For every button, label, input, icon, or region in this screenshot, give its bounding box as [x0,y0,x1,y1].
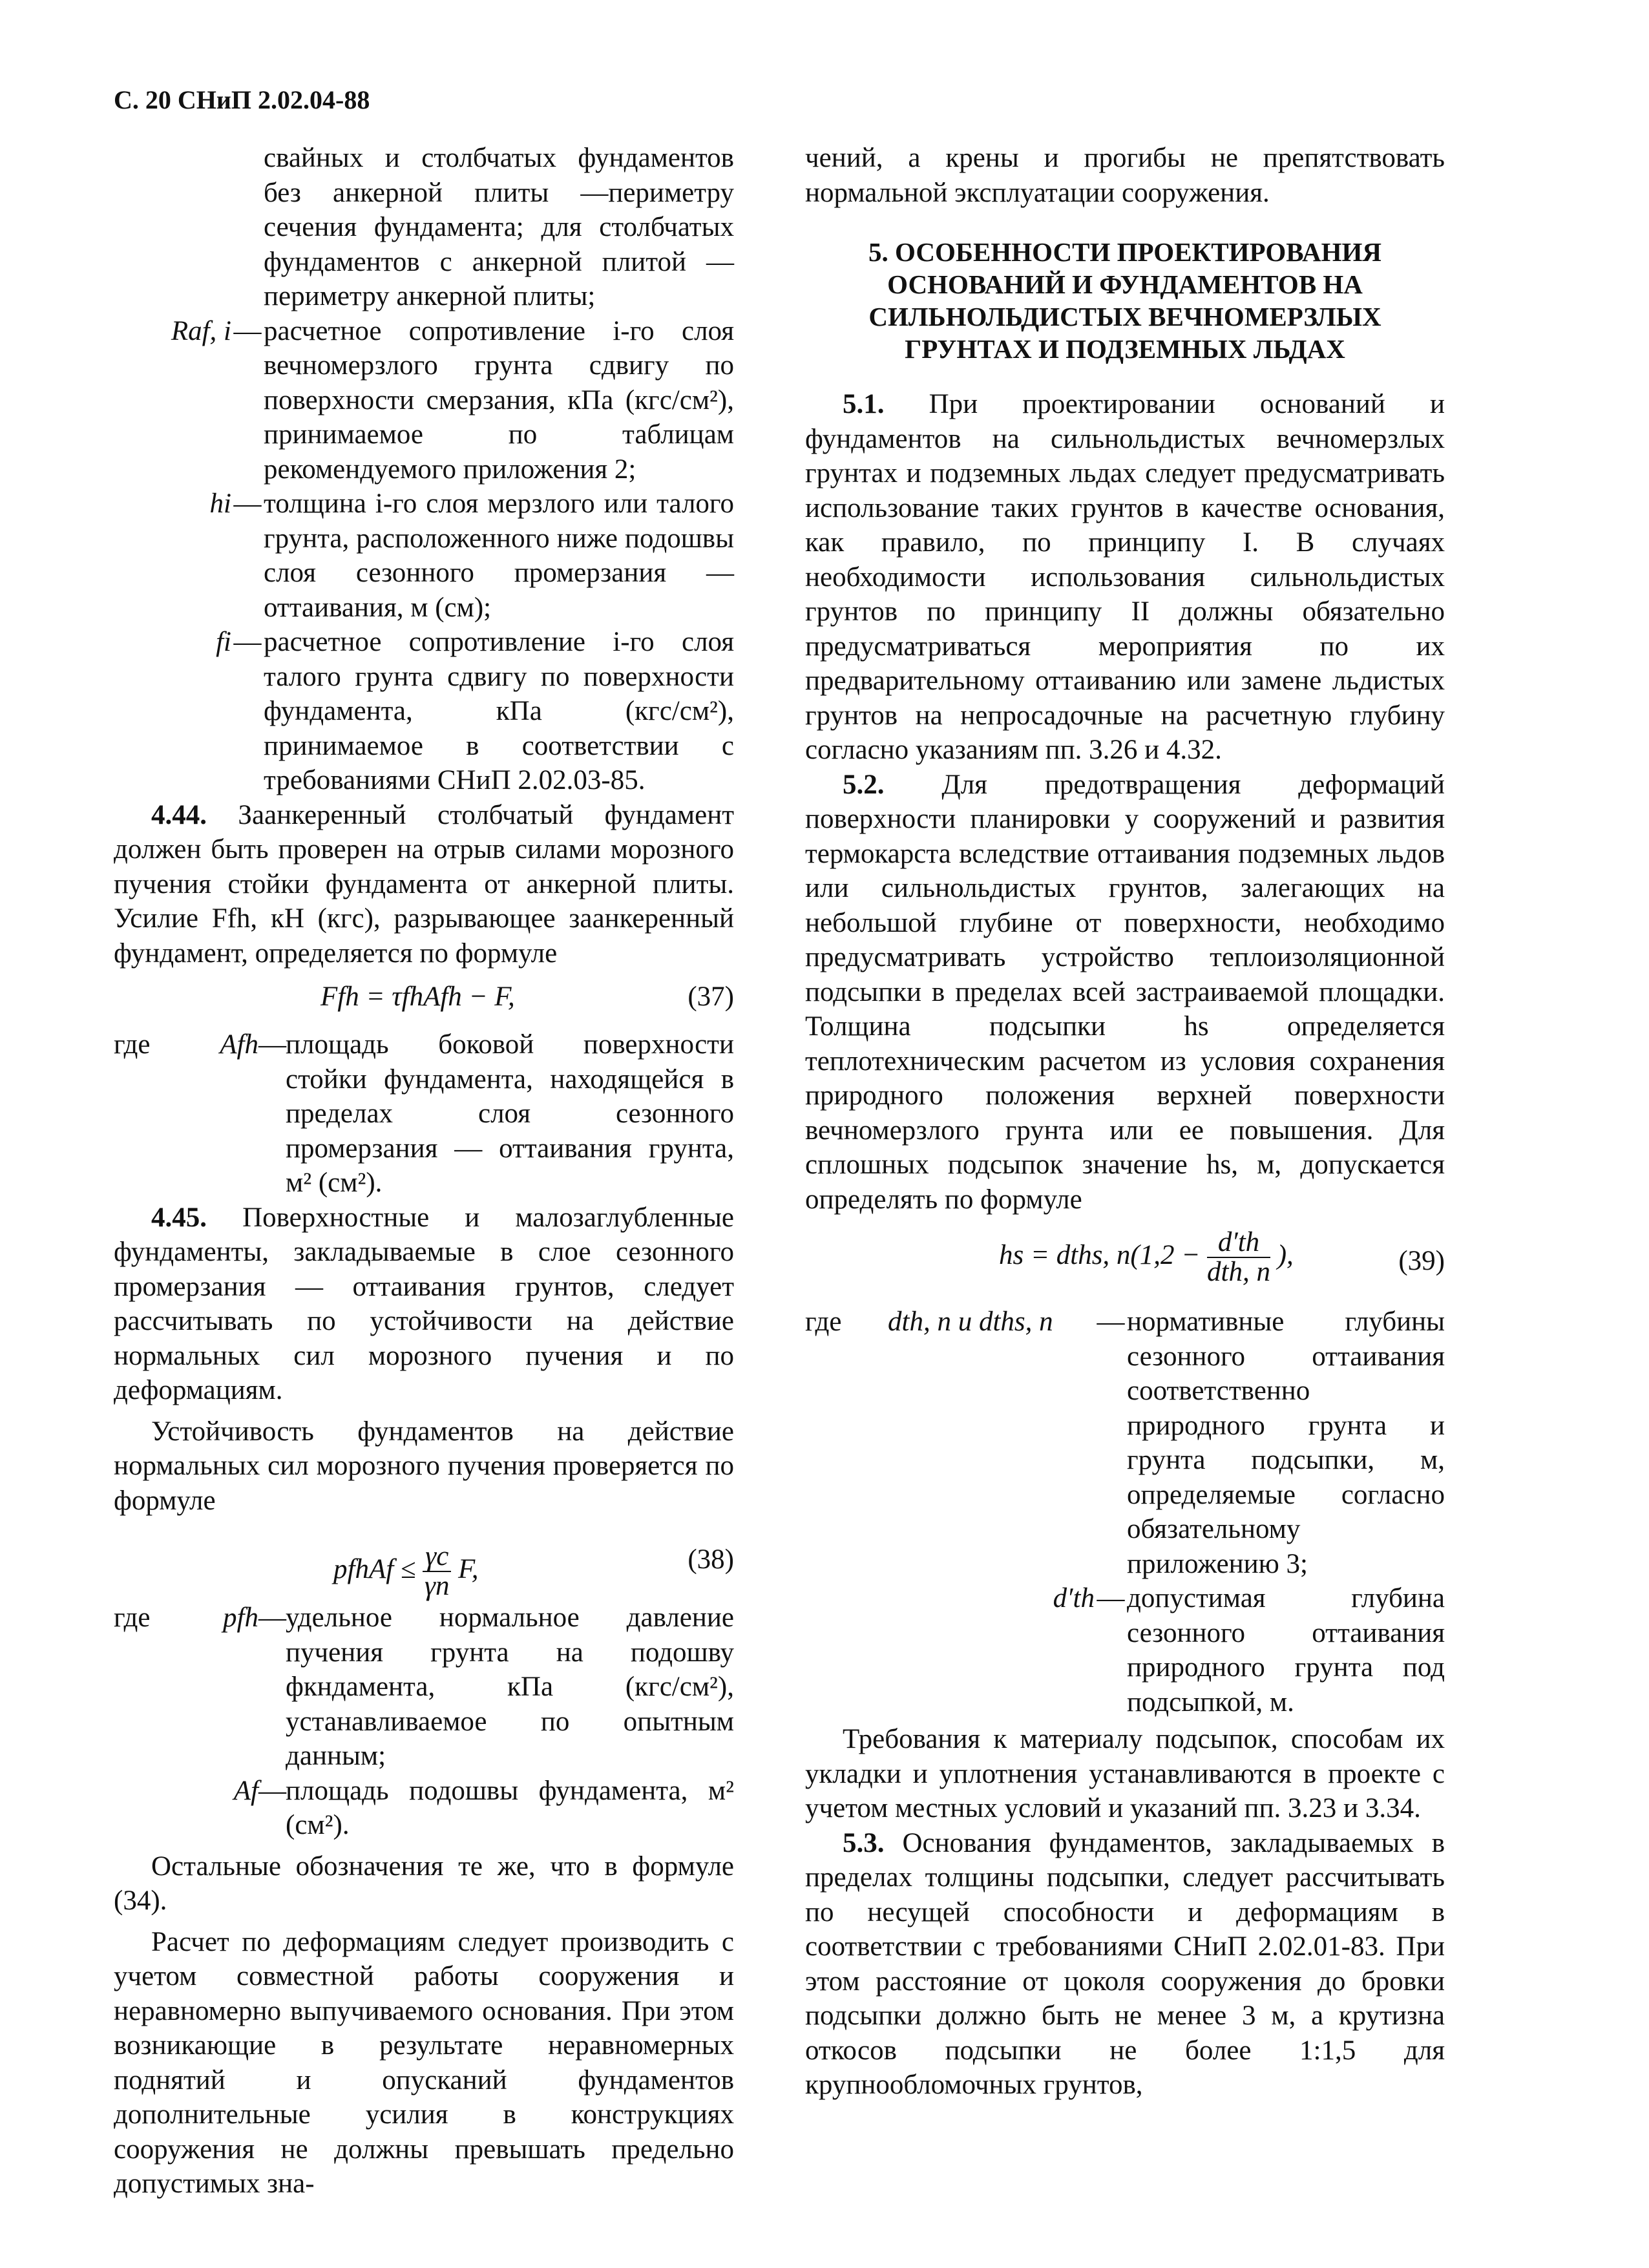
formula-37 [114,977,734,1017]
paragraph-requirements: Требования к материалу подсыпок, способам их укладки и уплотнения устанавливаются в проекте с учетом местных условий и указаний пп. 3.23 и 3.34. [805,1724,1445,1823]
paragraph-5-3 [805,1826,1445,2103]
clause-number: 4.44. [151,799,207,830]
definition-text: площадь боковой поверхности стойки фундамента, находящейся в пределах слоя сезонного промерзания — оттаивания грунта, м² (см²). [286,1029,734,1198]
symbol-dprime: d′th [1053,1583,1095,1613]
running-header: С. 20 СНиП 2.02.04-88 [114,85,370,114]
paragraph-stability: Устойчивость фундаментов на действие нормальных сил морозного пучения проверяется по формуле [114,1416,734,1516]
section-heading: 5. ОСОБЕННОСТИ ПРОЕКТИРОВАНИЯ ОСНОВАНИЙ И ФУНДАМЕНТОВ НА СИЛЬНОЛЬДИСТЫХ ВЕЧНОМЕРЗЛЫХ ГРУНТАХ И ПОДЗЕМНЫХ ЛЬДАХ [868,237,1381,364]
definition-text: толщина i-го слоя мерзлого или талого грунта, расположенного ниже подошвы слоя сезонного промерзания — оттаивания, м (см); [264,488,734,623]
formula-number: (37) [688,982,734,1012]
formula-expression: Ffh = τfhAfh − F, [320,982,515,1012]
paragraph-text: Поверхностные и малозаглубленные фундаменты, закладываемые в слое сезонного промерзания — оттаивания грунтов, следует рассчитывать по устойчивости на действие нормальных сил морозного пучения и по деформациям. [114,1202,734,1405]
continuation-text: чений, а крены и прогибы не препятствовать нормальной эксплуатации сооружения. [805,143,1445,208]
clause-number: 5.2. [843,769,885,800]
symbol-afh: Afh [220,1029,258,1060]
definition-pfh: где pfh — удельное нормальное давление пучения грунта на подошву фкндамента, кПа (кгс/см²), устанавливаемое по опытным данным; [114,1601,734,1774]
right-column [805,141,1445,2103]
definition-hi: hi — толщина i-го слоя мерзлого или талого грунта, расположенного ниже подошвы слоя сезонного промерзания — оттаивания, м (см); [114,487,734,625]
symbol-pfh: pfh [223,1602,258,1633]
formula-expression: pfhAf ≤ $\frac{\gamma c}{\gamma n}$ F, [333,1541,479,1601]
fraction: $\frac{\gamma c}{\gamma n}$ [423,1542,451,1601]
definition-raf: Raf, i — расчетное сопротивление i-го слоя вечномерзлого грунта сдвигу по поверхности смерзания, кПа (кгс/см²), принимаемое по таблицам рекомендуемого приложения 2; [114,314,734,487]
definition-text: площадь подошвы фундамента, м² (см²). [286,1775,734,1840]
definition-text: расчетное сопротивление i-го слоя талого грунта сдвигу по поверхности фундамента, кПа (кгс/см²), принимаемое в соответствии с требованиями СНиП 2.02.03-85. [264,627,734,795]
formula-39 [805,1221,1445,1298]
formula-number: (38) [688,1544,734,1575]
paragraph-text: Заанкеренный столбчатый фундамент должен быть проверен на отрыв силами морозного пучения стойки фундамента от анкерной плиты. Усилие Ffh, кН (кгс), разрывающее заанкеренный фундамент, определяется по формуле [114,799,734,969]
formula-38 [114,1528,734,1601]
paragraph-deformation: Расчет по деформациям следует производить с учетом совместной работы сооружения и неравномерно выпучиваемого основания. При этом возникающие в результате неравномерных поднятий и опусканий фундаментов дополнительные усилия в конструкциях сооружения не должны превышать предельно допустимых зна- [114,1926,734,2199]
symbol-raf: Raf, i [171,315,231,346]
paragraph-text: Основания фундаментов, закладываемых в пределах толщины подсыпки, следует рассчитывать по несущей способности и деформациям в соответствии с требованиями СНиП 2.02.01-83. При этом расстояние от цоколя сооружения до бровки подсыпки должно быть не менее 3 м, а крутизна откосов подсыпки не более 1:1,5 для крупнообломочных грунтов, [805,1827,1445,2100]
symbol-dth: dth, n и dths, n [888,1307,1053,1337]
where-word: где [114,1029,151,1060]
paragraph-text: Для предотвращения деформаций поверхности планировки у сооружений и развития термокарста вследствие оттаивания подземных льдов или сильнольдистых грунтов, залегающих на небольшой глубине от поверхности, необходимо предусматривать устройство теплоизоляционной подсыпки в пределах всей застраиваемой площадки. Толщина подсыпки hs определяется теплотехническим расчетом из условия сохранения природного положения верхней поверхности вечномерзлого грунта или ее повышения. Для сплошных подсыпок значение hs, м, допускается определять по формуле [805,769,1445,1215]
symbol-af: Af [233,1775,258,1806]
paragraph-4-44 [114,798,734,971]
definition-dth: где dth, n и dths, n — нормативные глубины сезонного оттаивания соответственно природного грунта и грунта подсыпки, м, определяемые согласно обязательному приложению 3; [805,1305,1445,1581]
symbol-hi: hi [209,488,231,519]
clause-number: 5.1. [843,389,885,419]
formula-expression: hs = dths, n(1,2 − $\frac{d'th}{\text{dth, n}}$ ), [999,1227,1294,1287]
paragraph-5-1 [805,387,1445,768]
where-word: где [805,1307,842,1337]
paragraph-text: При проектировании оснований и фундаментов на сильнольдистых вечномерзлых грунтах и подземных льдах следует предусматривать использование таких грунтов в качестве основания, как правило, по принципу I. В случаях необходимости использования сильнольдистых грунтов по принципу II должны обязательно предусматриваться мероприятия по их предварительному оттаиванию или замене льдистых грунтов на непросадочные на расчетную глубину согласно указаниям пп. 3.26 и 4.32. [805,389,1445,765]
definition-af: Af — площадь подошвы фундамента, м² (см²). [114,1774,734,1843]
definition-text: допустимая глубина сезонного оттаивания природного грунта под подсыпкой, м. [1127,1583,1445,1717]
clause-number: 5.3. [843,1827,885,1858]
paragraph-other-notation: Остальные обозначения те же, что в формуле (34). [114,1851,734,1916]
formula-number: (39) [1398,1246,1445,1276]
continuation-text: свайных и столбчатых фундаментов без анкерной плиты —периметру сечения фундамента; для столбчатых фундаментов с анкерной плитой — периметру анкерной плиты; [264,143,734,311]
paragraph-5-2 [805,768,1445,1217]
definition-afh: где Afh — площадь боковой поверхности стойки фундамента, находящейся в пределах слоя сезонного промерзания — оттаивания грунта, м² (см²). [114,1027,734,1201]
where-word: где [114,1602,151,1633]
definition-fi: fi — расчетное сопротивление i-го слоя талого грунта сдвигу по поверхности фундамента, кПа (кгс/см²), принимаемое в соответствии с требованиями СНиП 2.02.03-85. [114,625,734,798]
definition-text: расчетное сопротивление i-го слоя вечномерзлого грунта сдвигу по поверхности смерзания, кПа (кгс/см²), принимаемое по таблицам рекомендуемого приложения 2; [264,315,734,485]
definition-text: удельное нормальное давление пучения грунта на подошву фкндамента, кПа (кгс/см²), устанавливаемое по опытным данным; [286,1602,734,1771]
definition-dprime: d′th — допустимая глубина сезонного оттаивания природного грунта под подсыпкой, м. [805,1581,1445,1719]
paragraph-4-45 [114,1201,734,1408]
left-column [114,141,734,2201]
symbol-fi: fi [216,627,231,657]
definition-text: нормативные глубины сезонного оттаивания соответственно природного грунта и грунта подсыпки, м, определяемые согласно обязательному приложению 3; [1127,1307,1445,1579]
clause-number: 4.45. [151,1202,207,1233]
fraction: $\frac{d'th}{\text{dth, n}}$ [1207,1227,1270,1287]
